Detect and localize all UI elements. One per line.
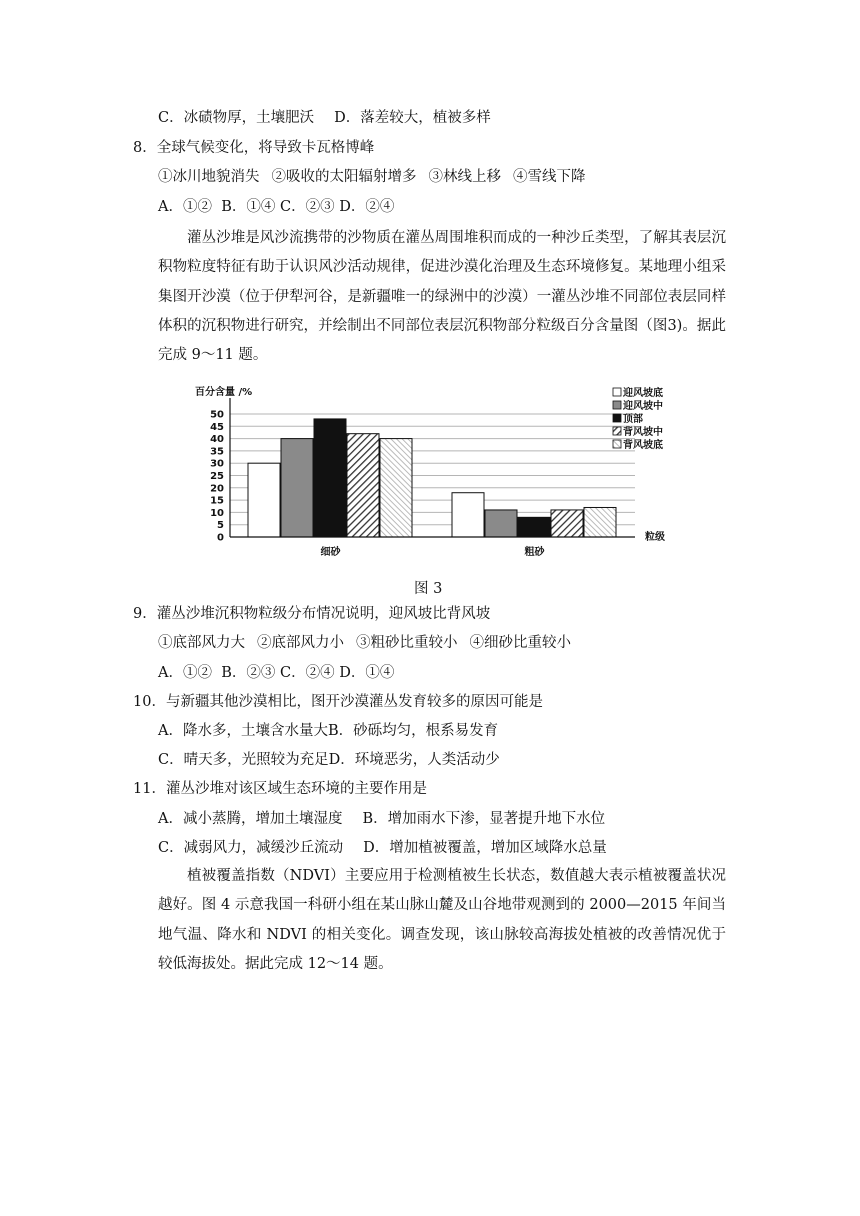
q11-option-b: B．增加雨水下渗，显著提升地下水位 (362, 811, 606, 827)
passage-ndvi: 植被覆盖指数（NDVI）主要应用于检测植被生长状态，数值越大表示植被覆盖状况越好。图 4 示意我国一科研小组在某山脉山麓及山谷地带观测到的 2000—2015 年间当地气温、降水和 NDVI 的相关变化。调查发现，该山脉较高海拔处植被的改善情况优于较低海拔处。据此完成 12～14 题。 (158, 868, 726, 972)
legend-label: 迎风坡底 (623, 388, 663, 399)
q8-options (158, 197, 394, 217)
bar (518, 517, 550, 537)
legend-label: 背风坡底 (623, 440, 663, 451)
figure3-caption: 图 3 (414, 581, 443, 597)
q9-items (158, 633, 571, 653)
figure3-bar-chart (190, 380, 670, 570)
q8-option: B．①④ (221, 199, 276, 215)
y-tick-label: 30 (210, 458, 224, 470)
y-tick-label: 40 (210, 434, 224, 446)
q10-options-ab (158, 721, 498, 741)
q8-stem: 8．全球气候变化，将导致卡瓦格博峰 (133, 140, 375, 156)
bar (380, 439, 412, 537)
q10-option-d: D．环境恶劣，人类活动少 (328, 752, 500, 768)
legend-label: 顶部 (623, 414, 643, 425)
q8-item: ④雪线下降 (513, 169, 586, 185)
y-tick-label: 15 (210, 495, 224, 507)
q11-option-a: A．减小蒸腾，增加土壤湿度 (158, 811, 343, 827)
q9-option: C．②④ (279, 665, 335, 681)
legend-swatch (613, 427, 621, 435)
q8-items (158, 167, 586, 187)
q10-options-cd (158, 750, 500, 770)
q9-item: ①底部风力大 (158, 635, 245, 651)
bar (452, 493, 484, 537)
legend-label: 背风坡中 (623, 427, 663, 438)
y-axis-label: 百分含量 /% (195, 387, 253, 398)
q10-option-c: C．晴天多，光照较为充足 (158, 752, 329, 768)
q9-stem: 9．灌丛沙堆沉积物粒级分布情况说明，迎风坡比背风坡 (133, 606, 491, 622)
q8-item: ①冰川地貌消失 (158, 169, 260, 185)
x-category-label: 细砂 (320, 547, 341, 558)
q11-option-c: C．减弱风力，减缓沙丘流动 (158, 840, 344, 856)
q8-option: A．①② (158, 199, 212, 215)
q10-option-b: B．砂砾均匀，根系易发育 (327, 723, 499, 739)
bar (281, 439, 313, 537)
q7-option-d: D．落差较大，植被多样 (334, 110, 491, 126)
legend-swatch (613, 440, 621, 448)
bar (314, 419, 346, 537)
q8-item: ②吸收的太阳辐射增多 (271, 169, 417, 185)
y-tick-label: 10 (210, 507, 224, 519)
y-tick-label: 45 (210, 421, 224, 433)
q11-options-ab (158, 809, 605, 829)
q7-option-c: C．冰碛物厚，土壤肥沃 (158, 110, 315, 126)
passage-shrub-dunes: 灌丛沙堆是风沙流携带的沙物质在灌丛周围堆积而成的一种沙丘类型，了解其表层沉积物粒度特征有助于认识风沙活动规律，促进沙漠化治理及生态环境修复。某地理小组采集图开沙漠（位于伊犁河谷，是新疆唯一的绿洲中的沙漠）一灌丛沙堆不同部位表层同样体积的沉积物进行研究，并绘制出不同部位表层沉积物部分粒级百分含量图（图3)。据此完成 9～11 题。 (158, 230, 726, 364)
q8-option: D．②④ (339, 199, 395, 215)
bar (248, 463, 280, 537)
q9-item: ④细砂比重较小 (469, 635, 571, 651)
x-axis-label: 粒级 (645, 532, 665, 543)
legend-label: 迎风坡中 (623, 401, 663, 412)
q11-stem: 11．灌丛沙堆对该区域生态环境的主要作用是 (133, 781, 427, 797)
bar (551, 510, 583, 537)
q11-option-d: D．增加植被覆盖，增加区域降水总量 (363, 840, 607, 856)
legend-swatch (613, 401, 621, 409)
q10-option-a: A．降水多，土壤含水量大 (158, 723, 328, 739)
q9-option: A．①② (158, 665, 212, 681)
bar (584, 507, 616, 537)
y-tick-label: 5 (217, 520, 224, 532)
q9-option: D．①④ (339, 665, 395, 681)
q8-option: C．②③ (279, 199, 335, 215)
q10-stem: 10．与新疆其他沙漠相比，图开沙漠灌丛发育较多的原因可能是 (133, 694, 543, 710)
bar (485, 510, 517, 537)
q11-options-cd (158, 838, 607, 858)
y-tick-label: 35 (210, 446, 224, 458)
q9-option: B．②③ (221, 665, 276, 681)
bar (347, 434, 379, 537)
legend-swatch (613, 414, 621, 422)
y-tick-label: 0 (217, 532, 224, 544)
y-tick-label: 50 (210, 409, 224, 421)
q9-item: ③粗砂比重较小 (356, 635, 458, 651)
q9-item: ②底部风力小 (257, 635, 344, 651)
legend-swatch (613, 388, 621, 396)
q7-options-row (158, 108, 491, 128)
y-tick-label: 25 (210, 471, 224, 482)
x-category-label: 粗砂 (524, 547, 545, 558)
y-tick-label: 20 (210, 483, 224, 495)
q9-options (158, 663, 394, 683)
q8-item: ③林线上移 (428, 169, 501, 185)
